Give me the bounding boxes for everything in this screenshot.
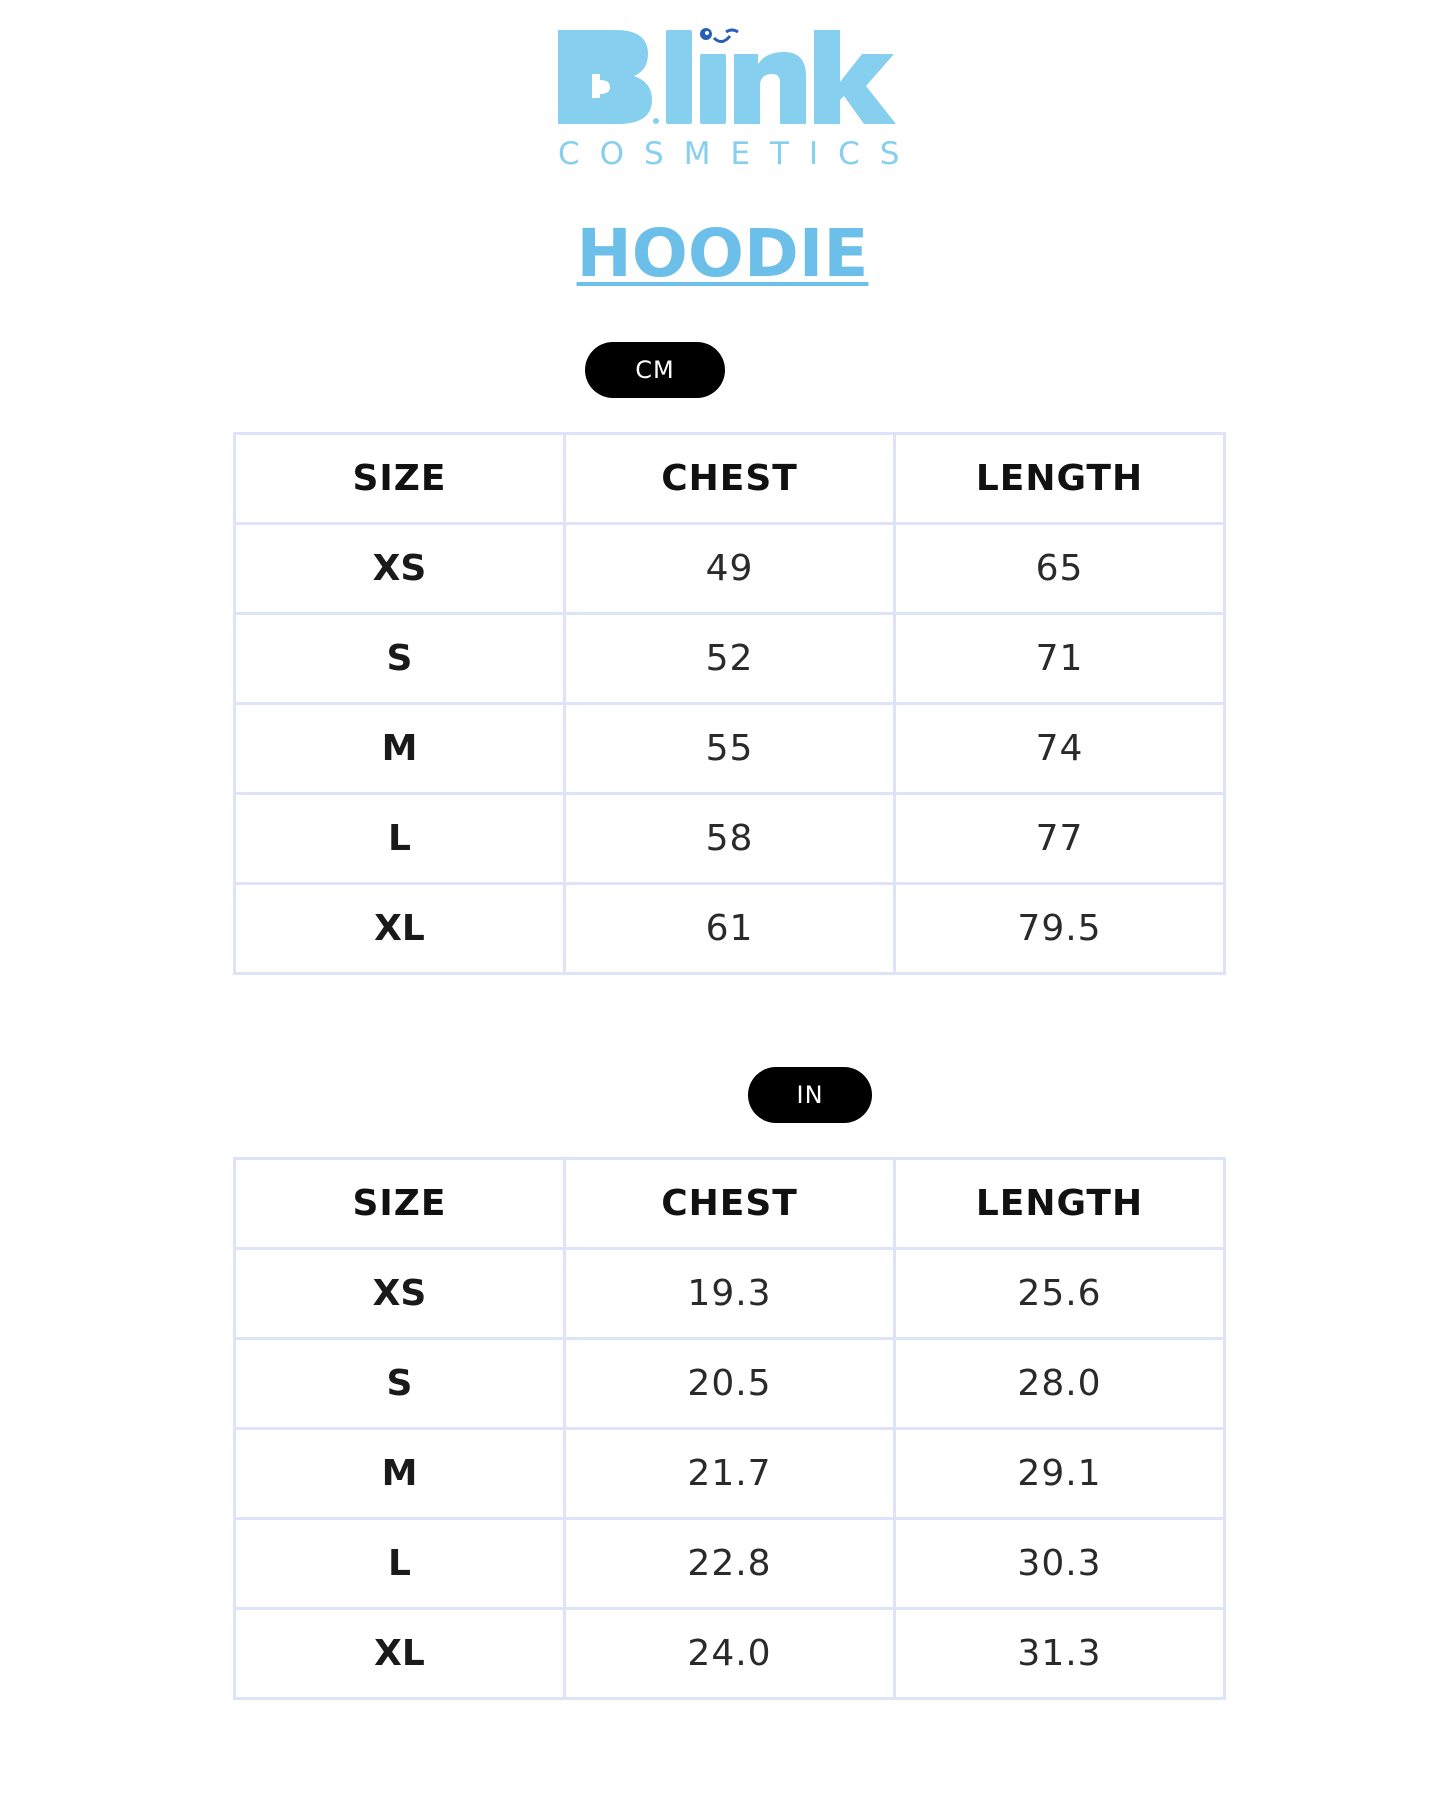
size-cell: XL [235,884,565,974]
table-row [235,1339,1225,1429]
length-cell: 65 [895,524,1225,614]
size-cell: S [235,1339,565,1429]
size-cell: S [235,614,565,704]
length-cell: 77 [895,794,1225,884]
table-row [235,704,1225,794]
size-cell: M [235,704,565,794]
size-cell: M [235,1429,565,1519]
unit-badge-in: IN [748,1067,872,1123]
header-length: LENGTH [895,1159,1225,1249]
header-chest: CHEST [565,1159,895,1249]
size-cell: XS [235,1249,565,1339]
length-cell: 74 [895,704,1225,794]
page-title [0,214,1445,294]
size-table-in [233,1157,1226,1700]
chest-cell: 55 [565,704,895,794]
length-cell: 79.5 [895,884,1225,974]
chest-cell: 49 [565,524,895,614]
logo-letter-i [700,54,726,124]
table-header-row [235,1159,1225,1249]
length-cell: 29.1 [895,1429,1225,1519]
logo-letter-k [814,30,896,124]
table-header-row [235,434,1225,524]
table-row [235,884,1225,974]
table-row [235,524,1225,614]
chest-cell: 52 [565,614,895,704]
length-cell: 28.0 [895,1339,1225,1429]
page-title-text: HOODIE [576,215,869,292]
brand-logo [556,24,920,184]
size-cell: L [235,1519,565,1609]
chest-cell: 58 [565,794,895,884]
chest-cell: 61 [565,884,895,974]
chest-cell: 20.5 [565,1339,895,1429]
logo-letter-b [558,30,652,124]
length-cell: 31.3 [895,1609,1225,1699]
unit-badge-cm: CM [585,342,725,398]
table-row [235,1429,1225,1519]
header-size: SIZE [235,1159,565,1249]
size-cell: XS [235,524,565,614]
brand-subtitle: COSMETICS [558,136,920,172]
chest-cell: 21.7 [565,1429,895,1519]
chest-cell: 24.0 [565,1609,895,1699]
blink-logo-wordmark [556,24,896,124]
table-row [235,1519,1225,1609]
header-length: LENGTH [895,434,1225,524]
table-row [235,614,1225,704]
table-row [235,794,1225,884]
chest-cell: 22.8 [565,1519,895,1609]
length-cell: 30.3 [895,1519,1225,1609]
header-chest: CHEST [565,434,895,524]
table-row [235,1249,1225,1339]
size-table-cm [233,432,1226,975]
logo-letter-n [734,52,806,124]
size-cell: XL [235,1609,565,1699]
header-size: SIZE [235,434,565,524]
size-cell: L [235,794,565,884]
chest-cell: 19.3 [565,1249,895,1339]
table-row [235,1609,1225,1699]
logo-letter-l [666,30,692,124]
length-cell: 25.6 [895,1249,1225,1339]
length-cell: 71 [895,614,1225,704]
